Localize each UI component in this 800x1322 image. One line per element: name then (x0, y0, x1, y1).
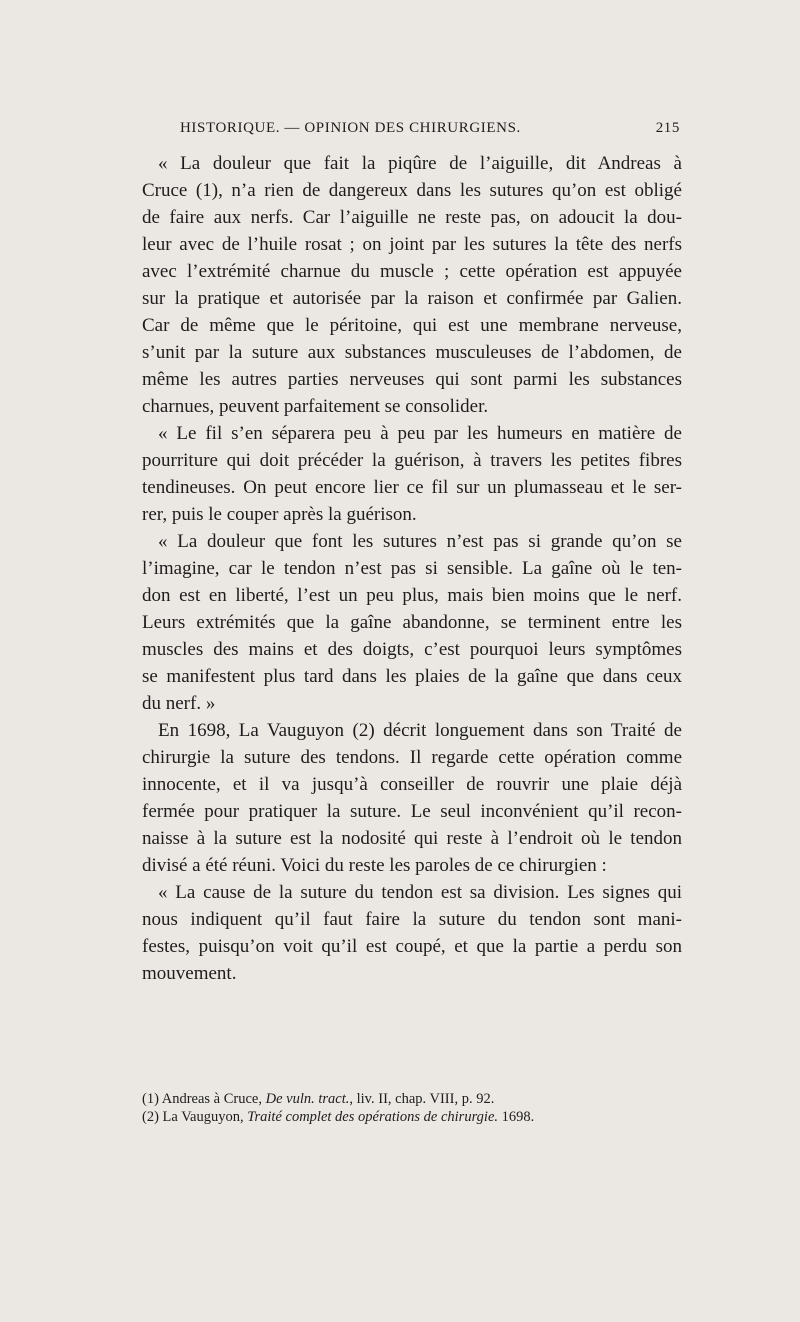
text-line: se manifestent plus tard dans les plaies de la gaîne que dans ceux (142, 666, 682, 687)
footnote-work-title: De vuln. tract. (265, 1091, 350, 1107)
text-line: sur la pratique et autorisée par la raison et confirmée par Galien. (142, 288, 682, 309)
footnote (142, 1090, 682, 1108)
text-line: don est en liberté, l’est un peu plus, mais bien moins que le nerf. (142, 585, 682, 606)
text-line: Leurs extrémités que la gaîne abandonne, se terminent entre les (142, 612, 682, 633)
footnotes (142, 1090, 682, 1126)
text-line: « La douleur que fait la piqûre de l’aiguille, dit Andreas à (158, 153, 682, 174)
running-title: HISTORIQUE. — OPINION DES CHIRURGIENS. (180, 120, 521, 136)
footnote-text: (1) Andreas à Cruce, (142, 1091, 266, 1107)
text-line: avec l’extrémité charnue du muscle ; cette opération est appuyée (142, 261, 682, 282)
text-line: leur avec de l’huile rosat ; on joint par les sutures la tête des nerfs (142, 234, 682, 255)
footnote-work-title: Traité complet des opérations de chirurgie. (247, 1109, 499, 1125)
text-line: En 1698, La Vauguyon (2) décrit longuement dans son Traité de (158, 720, 682, 741)
text-line: mouvement. (142, 963, 237, 984)
text-line: de faire aux nerfs. Car l’aiguille ne reste pas, on adoucit la dou- (142, 207, 682, 228)
text-line: « La douleur que font les sutures n’est pas si grande qu’on se (158, 531, 682, 552)
text-line: charnues, peuvent parfaitement se consolider. (142, 396, 489, 417)
body-text (142, 150, 682, 987)
page-number: 215 (655, 120, 680, 136)
text-line: fermée pour pratiquer la suture. Le seul inconvénient qu’il recon- (142, 801, 682, 822)
text-line: même les autres parties nerveuses qui sont parmi les substances (142, 369, 682, 390)
text-line: muscles des mains et des doigts, c’est pourquoi leurs symptômes (142, 639, 682, 660)
text-line: innocente, et il va jusqu’à conseiller de rouvrir une plaie déjà (142, 774, 682, 795)
text-line: festes, puisqu’on voit qu’il est coupé, et que la partie a perdu son (142, 936, 682, 957)
text-line: naisse à la suture est la nodosité qui reste à l’endroit où le tendon (142, 828, 682, 849)
text-line: s’unit par la suture aux substances musculeuses de l’abdomen, de (142, 342, 682, 363)
text-line: du nerf. » (142, 693, 216, 714)
footnote-text: (2) La Vauguyon, (142, 1109, 248, 1125)
text-line: « Le fil s’en séparera peu à peu par les humeurs en matière de (158, 423, 682, 444)
text-line: nous indiquent qu’il faut faire la suture du tendon sont mani- (142, 909, 682, 930)
text-line: Car de même que le péritoine, qui est une membrane nerveuse, (142, 315, 682, 336)
text-line: pourriture qui doit précéder la guérison, à travers les petites fibres (142, 450, 682, 471)
text-line: rer, puis le couper après la guérison. (142, 504, 417, 525)
text-line: l’imagine, car le tendon n’est pas si sensible. La gaîne où le ten- (142, 558, 682, 579)
text-line: « La cause de la suture du tendon est sa division. Les signes qui (158, 882, 682, 903)
page-header (150, 120, 680, 142)
text-line: divisé a été réuni. Voici du reste les paroles de ce chirurgien : (142, 855, 607, 876)
text-line: chirurgie la suture des tendons. Il regarde cette opération comme (142, 747, 682, 768)
footnote-text: 1698. (498, 1109, 535, 1125)
text-line: tendineuses. On peut encore lier ce fil sur un plumasseau et le ser- (142, 477, 682, 498)
footnote-text: , liv. II, chap. VIII, p. 92. (349, 1091, 495, 1107)
footnote (142, 1108, 682, 1126)
text-line: Cruce (1), n’a rien de dangereux dans les sutures qu’on est obligé (142, 180, 682, 201)
